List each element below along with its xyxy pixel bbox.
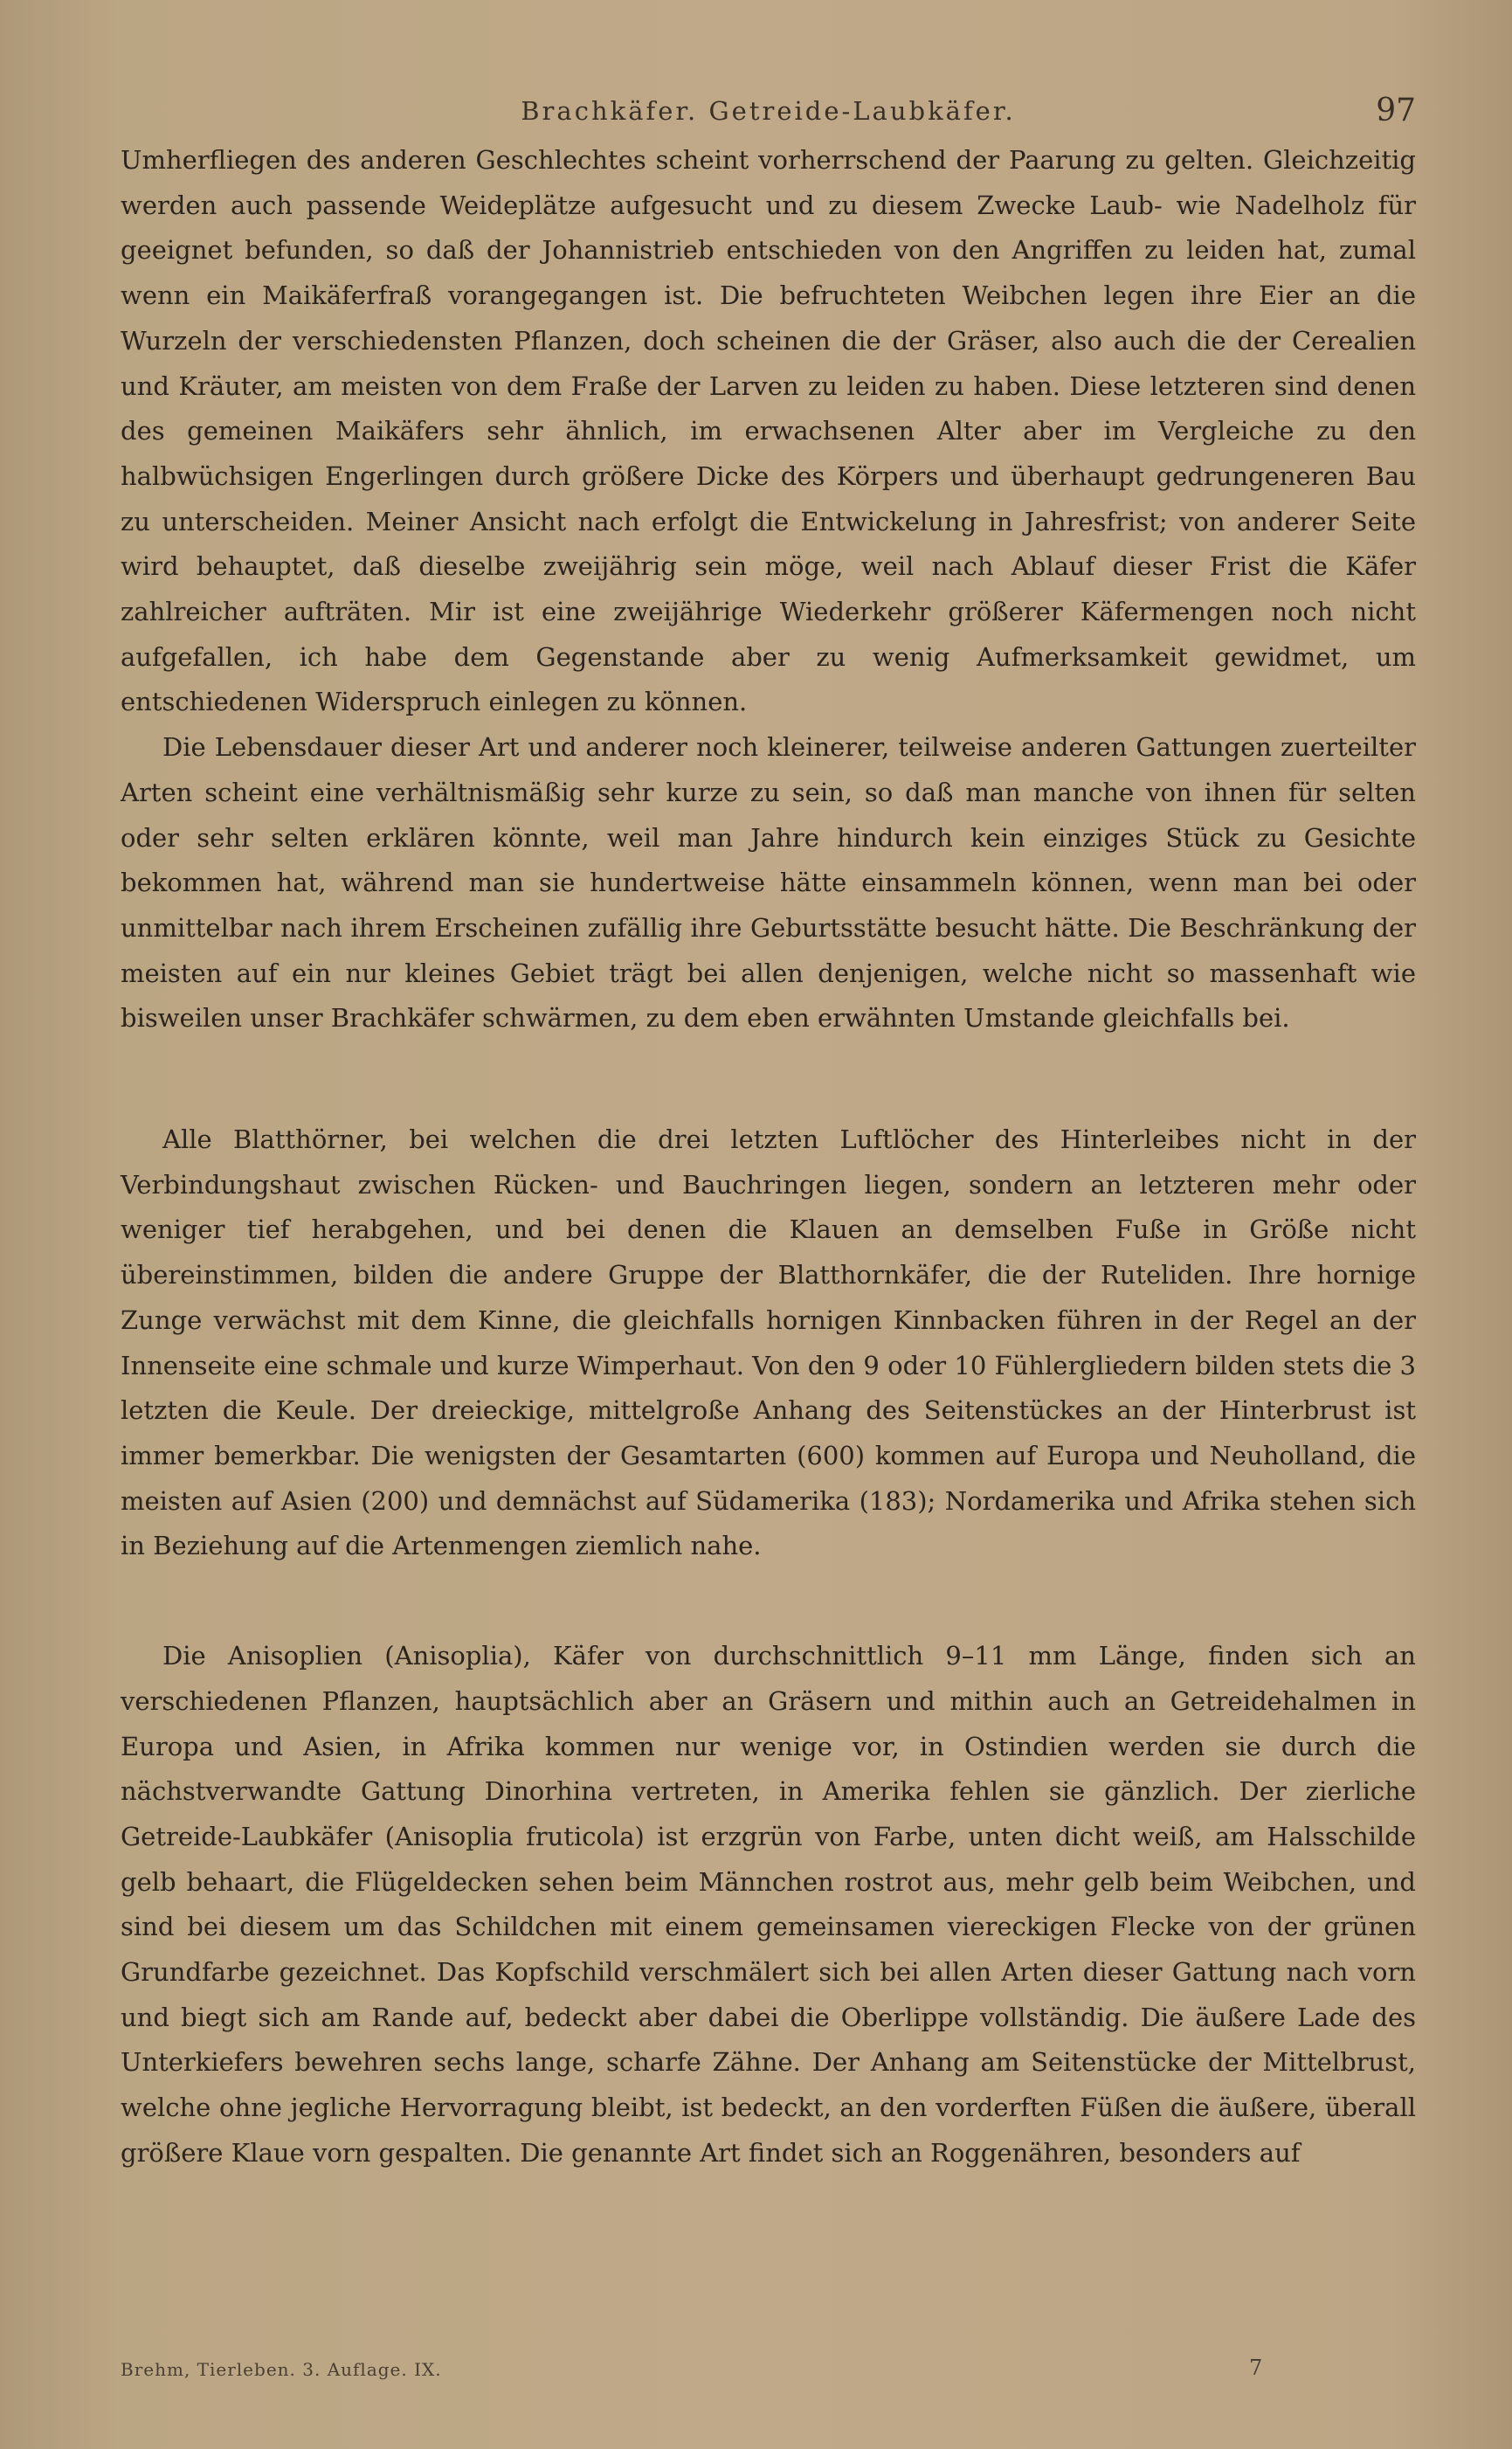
signature-mark: 7: [1249, 2356, 1263, 2380]
paragraph-ruteliden: Alle Blatthörner, bei welchen die drei letzten Luftlöcher des Hinterleibes nicht in der Verbindungshaut zwischen Rücken- und Bauchringen liegen, sondern an letzteren mehr oder weniger tief herabgehen, und bei denen die Klauen an demselben Fuße in Größe nicht übereinstimmen, bilden die andere Gruppe der Blatthornkäfer, die der Ruteliden. Ihre hornige Zunge verwächst mit dem Kinne, die gleichfalls hornigen Kinnbacken führen in der Regel an der Innenseite eine schmale und kurze Wimperhaut. Von den 9 oder 10 Fühlergliedern bilden stets die 3 letzten die Keule. Der dreieckige, mittelgroße Anhang des Seitenstückes an der Hinterbrust ist immer bemerkbar. Die wenigsten der Gesamtarten (600) kommen auf Europa und Neuholland, die meisten auf Asien (200) und demnächst auf Südamerika (183); Nordamerika und Afrika stehen sich in Beziehung auf die Artenmengen ziemlich nahe.: [121, 1124, 1416, 1561]
paragraph-lifespan: Die Lebensdauer dieser Art und anderer noch kleinerer, teilweise anderen Gattungen zuerteilter Arten scheint eine verhältnismäßig sehr kurze zu sein, so daß man manche von ihnen für selten oder sehr selten erklären könnte, weil man Jahre hindurch kein einziges Stück zu Gesichte bekommen hat, während man sie hundertweise hätte einsammeln können, wenn man bei oder unmittelbar nach ihrem Erscheinen zufällig ihre Geburtsstätte besucht hätte. Die Beschränkung der meisten auf ein nur kleines Gebiet trägt bei allen denjenigen, welche nicht so massenhaft wie bisweilen unser Brachkäfer schwärmen, zu dem eben erwähnten Umstande gleichfalls bei.: [121, 732, 1416, 1034]
page-footer: [121, 2356, 1416, 2390]
printer-signature: Brehm, Tierleben. 3. Auflage. IX.: [121, 2359, 442, 2380]
running-title: Brachkäfer. Getreide-Laubkäfer.: [521, 96, 1016, 126]
section-gap: [121, 1041, 1416, 1117]
paragraph-mating-and-larvae: Umherfliegen des anderen Geschlechtes scheint vorherrschend der Paarung zu gelten. Gleichzeitig werden auch passende Weideplätze aufgesucht und zu diesem Zwecke Laub- wie Nadelholz für geeignet befunden, so daß der Johannistrieb entschieden von den Angriffen zu leiden hat, zumal wenn ein Maikäferfraß vorangegangen ist. Die befruchteten Weibchen legen ihre Eier an die Wurzeln der verschiedensten Pflanzen, doch scheinen die der Gräser, also auch die der Cerealien und Kräuter, am meisten von dem Fraße der Larven zu leiden zu haben. Diese letzteren sind denen des gemeinen Maikäfers sehr ähnlich, im erwachsenen Alter aber im Vergleiche zu den halbwüchsigen Engerlingen durch größere Dicke des Körpers und überhaupt gedrungeneren Bau zu unterscheiden. Meiner Ansicht nach erfolgt die Entwickelung in Jahresfrist; von anderer Seite wird behauptet, daß dieselbe zweijährig sein möge, weil nach Ablauf dieser Frist die Käfer zahlreicher aufträten. Mir ist eine zweijährige Wiederkehr größerer Käfermengen noch nicht aufgefallen, ich habe dem Gegenstande aber zu wenig Aufmerksamkeit gewidmet, um entschiedenen Widerspruch einlegen zu können.: [121, 145, 1416, 717]
paragraph-anisoplia: Die Anisoplien (Anisoplia), Käfer von durchschnittlich 9–11 mm Länge, finden sich an verschiedenen Pflanzen, hauptsächlich aber an Gräsern und mithin auch an Getreidehalmen in Europa und Asien, in Afrika kommen nur wenige vor, in Ostindien werden sie durch die nächstverwandte Gattung Dinorhina vertreten, in Amerika fehlen sie gänzlich. Der zierliche Getreide-Laubkäfer (Anisoplia fruticola) ist erzgrün von Farbe, unten dicht weiß, am Halsschilde gelb behaart, die Flügeldecken sehen beim Männchen rostrot aus, mehr gelb beim Weibchen, und sind bei diesem um das Schildchen mit einem gemeinsamen viereckigen Flecke von der grünen Grundfarbe gezeichnet. Das Kopfschild verschmälert sich bei allen Arten dieser Gattung nach vorn und biegt sich am Rande auf, bedeckt aber dabei die Oberlippe vollständig. Die äußere Lade des Unterkiefers bewehren sechs lange, scharfe Zähne. Der Anhang am Seitenstücke der Mittelbrust, welche ohne jegliche Hervorragung bleibt, ist bedeckt, an den vorderften Füßen die äußere, überall größere Klaue vorn gespalten. Die genannte Art findet sich an Roggenähren, besonders auf: [121, 1641, 1416, 2168]
page-number: 97: [1376, 93, 1416, 128]
running-head: [121, 86, 1416, 138]
section-gap: [121, 1569, 1416, 1634]
body-text: [121, 138, 1416, 2176]
